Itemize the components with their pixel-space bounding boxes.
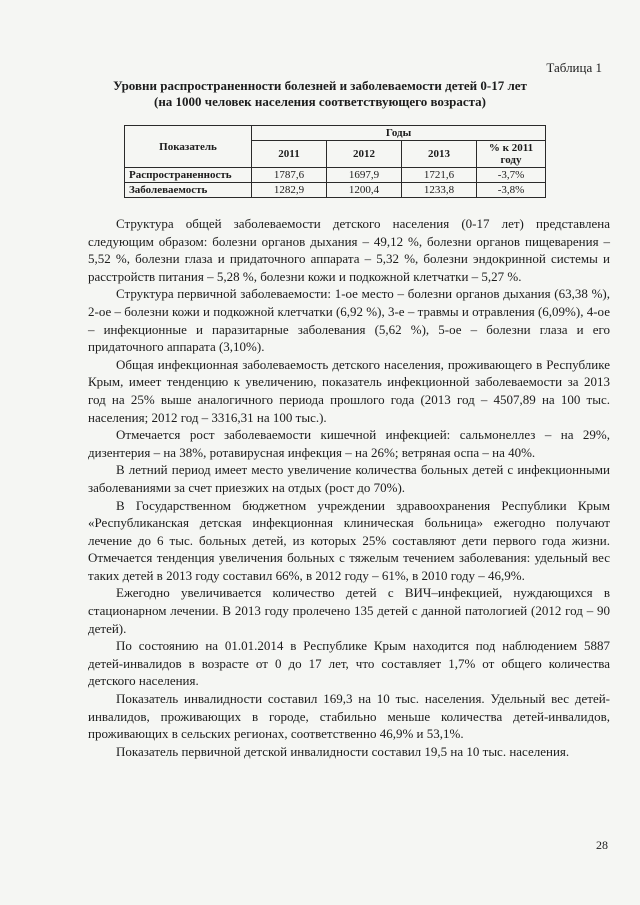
table-cell: 1282,9 [252,183,327,198]
page-number: 28 [596,838,608,852]
table-cell: 1787,6 [252,168,327,183]
table-cell: 1697,9 [327,168,402,183]
paragraph: По состоянию на 01.01.2014 в Республике Крым находится под наблюдением 5887 детей-инвалидов в возрасте от 0 до 17 лет, что составляет 1,7% от общего количества детского населения. [88,638,610,689]
paragraph: Общая инфекционная заболеваемость детского населения, проживающего в Республике Крым, имеет тенденцию к увеличению, показатель инфекционной заболеваемости за 2013 год на 25% выше аналогичного периода прошлого года (2013 год – 4507,89 на 100 тыс. населения; 2012 год – 3316,31 на 100 тыс.). [88,356,610,425]
table-row [125,168,546,183]
table-title [0,78,640,110]
table-caption: Таблица 1 [546,60,602,75]
header-col-2012: 2012 [327,141,402,168]
header-col-percent: % к 2011 году [477,141,546,168]
table-title-line-1: Уровни распространенности болезней и заболеваемости детей 0-17 лет [113,78,527,93]
table-cell: 1721,6 [402,168,477,183]
paragraph: Структура общей заболеваемости детского населения (0-17 лет) представлена следующим образом: болезни органов дыхания – 49,12 %, болезни органов пищеварения – 5,52 %, болезни глаза и придаточного аппарата – 5,32 %, болезни эндокринной системы и расстройств питания – 5,28 %, болезни кожи и подкожной клетчатки – 5,27 %. [88,216,610,284]
table-cell: 1233,8 [402,183,477,198]
paragraph: Показатель первичной детской инвалидности составил 19,5 на 10 тыс. населения. [116,743,570,759]
header-indicator: Показатель [125,126,252,168]
row-label-incidence: Заболеваемость [125,183,252,198]
paragraph: Ежегодно увеличивается количество детей с ВИЧ–инфекцией, нуждающихся в стационарном лечении. В 2013 году пролечено 135 детей с данной патологией (2012 год – 90 детей). [88,585,610,636]
table-cell: -3,8% [477,183,546,198]
header-col-2011: 2011 [252,141,327,168]
table-title-line-2: (на 1000 человек населения соответствующего возраста) [153,94,487,109]
table-cell: 1200,4 [327,183,402,198]
paragraph: В Государственном бюджетном учреждении здравоохранения Республики Крым «Республиканская детская инфекционная клиническая больница» ежегодно получают лечение до 6 тыс. больных детей, из которых 25% составляют дети первого года жизни. Отмечается тенденция увеличения больных с тяжелым течением заболевания: удельный вес таких детей в 2013 году составил 66%, в 2012 году – 61%, в 2010 году – 46,9%. [88,497,610,583]
table-header-row [125,126,546,141]
row-label-prevalence: Распространенность [125,168,252,183]
paragraph: Показатель инвалидности составил 169,3 на 10 тыс. населения. Удельный вес детей-инвалидов, проживающих в городе, стабильно меньше количества детей-инвалидов, проживающих в сельских регионах, соответственно 46,9% и 53,1%. [88,691,610,742]
morbidity-table [124,125,546,198]
body-text [88,215,610,760]
table-cell: -3,7% [477,168,546,183]
paragraph: Отмечается рост заболеваемости кишечной инфекцией: сальмонеллез – на 29%, дизентерия – на 38%, ротавирусная инфекция – на 26%; ветряная оспа – на 40%. [88,427,610,460]
header-col-2013: 2013 [402,141,477,168]
header-years: Годы [252,126,546,141]
table-row [125,183,546,198]
paragraph: В летний период имеет место увеличение количества больных детей с инфекционными заболеваниями за счет приезжих на отдых (рост до 70%). [88,462,610,495]
paragraph: Структура первичной заболеваемости: 1-ое место – болезни органов дыхания (63,38 %), 2-ое – болезни кожи и подкожной клетчатки (6,92 %), 3-е – травмы и отравления (6,09%), 4-ое – инфекционные и паразитарные заболевания (5,62 %), 5-ое – болезни глаза и его придаточного аппарата (3,10%). [88,286,610,355]
